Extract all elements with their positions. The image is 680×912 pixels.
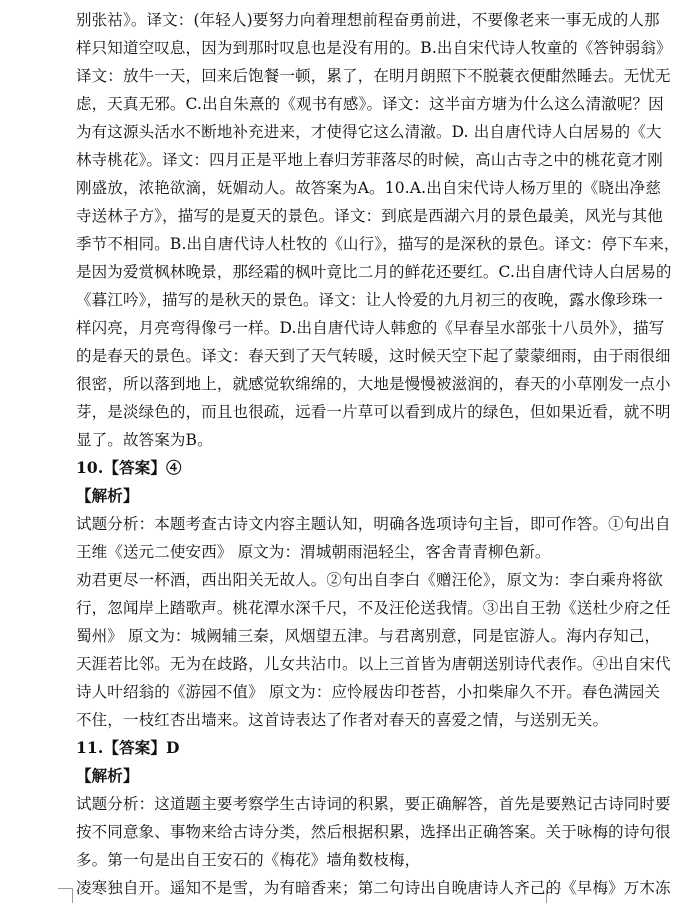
text-line-14: 很密，所以落到地上，就感觉软绵绵的，大地是慢慢被滋润的，春天的小草刚发一点小	[76, 375, 671, 393]
text-line-13: 的是春天的景色。译文：春天到了天气转暖，这时候天空下起了蒙蒙细雨，由于雨很细	[76, 347, 671, 365]
text-line-12: 样闪亮，月亮弯得像弓一样。D.出自唐代诗人韩愈的《早春呈水部张十八员外》，描写	[76, 319, 665, 337]
text-line-23: 蜀州》 原文为：城阙辅三秦，风烟望五津。与君离别意，同是宦游人。海内存知己，	[76, 627, 661, 645]
text-line-4: 虑，天真无邪。C.出自朱熹的《观书有感》。译文：这半亩方塘为什么这么清澈呢？因	[76, 95, 664, 113]
text-line-32: 凌寒独自开。遥知不是雪，为有暗香来；第二句诗出自晚唐诗人齐己的《早梅》万木冻	[76, 879, 671, 897]
text-line-30: 按不同意象、事物来给古诗分类，然后根据积累，选择出正确答案。关于咏梅的诗句很	[76, 823, 671, 841]
text-line-6: 林寺桃花》。译文：四月正是平地上春归芳菲落尽的时候，高山古寺之中的桃花竟才刚	[76, 151, 663, 169]
page-corner-mark-left	[58, 888, 73, 903]
text-line-19: 试题分析：本题考查古诗文内容主题认知，明确各选项诗句主旨，即可作答。①句出自	[76, 515, 671, 533]
text-line-5: 为有这源头活水不断地补充进来，才使得它这么清澈。D. 出自唐代诗人白居易的《大	[76, 123, 662, 141]
text-line-7: 刚盛放，浓艳欲滴，妩媚动人。故答案为A。10.A.出自宋代诗人杨万里的《晓出净慈	[76, 179, 661, 197]
text-line-22: 行，忽闻岸上踏歌声。桃花潭水深千尺，不及汪伦送我情。③出自王勃《送杜少府之任	[76, 599, 671, 617]
analysis-heading-10: 【解析】	[76, 486, 139, 505]
text-line-15: 芽，是淡绿色的，而且也很疏，远看一片草可以看到成片的绿色，但如果近看，就不明	[76, 403, 671, 421]
text-line-31: 多。第一句是出自王安石的《梅花》墙角数枝梅，	[76, 851, 421, 869]
text-line-1: 别张祜》。译文：(年轻人)要努力向着理想前程奋勇前进，不要像老来一事无成的人那	[76, 11, 660, 29]
page-corner-mark-right	[546, 888, 561, 903]
text-line-25: 诗人叶绍翁的《游园不值》 原文为：应怜屐齿印苍苔，小扣柴扉久不开。春色满园关	[76, 683, 661, 701]
analysis-heading-11: 【解析】	[76, 766, 139, 785]
text-line-11: 《暮江吟》，描写的是秋天的景色。译文：让人怜爱的九月初三的夜晚，露水像珍珠一	[76, 291, 663, 309]
answer-heading-10: 10.【答案】④	[76, 458, 182, 477]
text-line-20: 王维《送元二使安西》 原文为：渭城朝雨浥轻尘，客舍青青柳色新。	[76, 543, 551, 561]
text-line-29: 试题分析：这道题主要考察学生古诗词的积累，要正确解答，首先是要熟记古诗同时要	[76, 795, 671, 813]
text-line-26: 不住，一枝红杏出墙来。这首诗表达了作者对春天的喜爱之情，与送别无关。	[76, 711, 609, 729]
text-line-8: 寺送林子方》，描写的是夏天的景色。译文：到底是西湖六月的景色最美，风光与其他	[76, 207, 663, 225]
text-line-16: 显了。故答案为B。	[76, 431, 213, 449]
text-line-10: 是因为爱赏枫林晚景，那经霜的枫叶竟比二月的鲜花还要红。C.出自唐代诗人白居易的	[76, 263, 672, 281]
answer-heading-11: 11.【答案】D	[76, 738, 180, 757]
text-line-24: 天涯若比邻。无为在歧路，儿女共沾巾。以上三首皆为唐朝送别诗代表作。④出自宋代	[76, 655, 671, 673]
text-line-2: 样只知道空叹息，因为到那时叹息也是没有用的。B.出自宋代诗人牧童的《答钟弱翁》	[76, 39, 672, 57]
text-line-9: 季节不相同。B.出自唐代诗人杜牧的《山行》，描写的是深秋的景色。译文：停下车来，	[76, 235, 680, 253]
text-line-21: 劝君更尽一杯酒，西出阳关无故人。②句出自李白《赠汪伦》，原文为：李白乘舟将欲	[76, 571, 663, 589]
text-line-3: 译文：放牛一天，回来后饱餐一顿，累了，在明月朗照下不脱蓑衣便酣然睡去。无忧无	[76, 67, 671, 85]
